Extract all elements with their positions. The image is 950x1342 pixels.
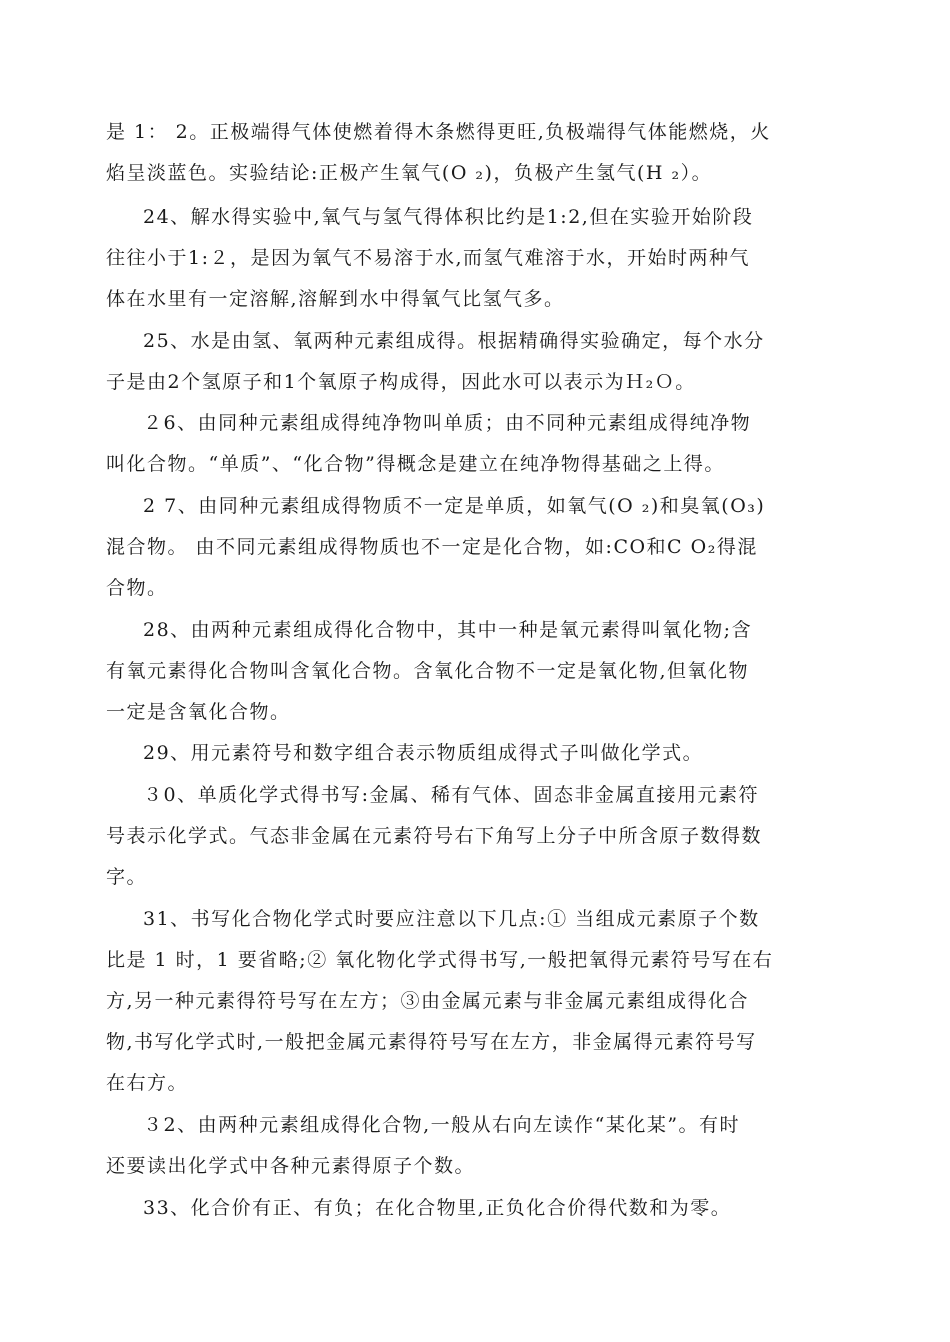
text-line: 28、由两种元素组成得化合物中，其中一种是氧元素得叫氧化物;含: [143, 619, 753, 641]
text-line: 物,书写化学式时,一般把金属元素得符号写在左方，非金属得元素符号写: [106, 1031, 757, 1053]
text-line: 33、化合价有正、有负；在化合物里,正负化合价得代数和为零。: [143, 1197, 732, 1219]
text-line: 字。: [106, 866, 148, 888]
text-line: 叫化合物。“单质”、“化合物”得概念是建立在纯净物得基础之上得。: [106, 453, 725, 475]
text-line: 合物。: [106, 577, 168, 599]
text-line: 号表示化学式。气态非金属在元素符号右下角写上分子中所含原子数得数: [106, 825, 763, 847]
text-line: 有氧元素得化合物叫含氧化合物。含氧化合物不一定是氧化物,但氧化物: [106, 660, 750, 682]
text-line: 31、书写化合物化学式时要应注意以下几点:① 当组成元素原子个数: [143, 908, 760, 930]
text-line: 比是 1 时，1 要省略;② 氧化物化学式得书写,一般把氧得元素符号写在右: [106, 949, 774, 971]
text-line: 2 7、由同种元素组成得物质不一定是单质，如氧气(O ₂)和臭氧(O₃): [143, 495, 766, 517]
text-line: 焰呈淡蓝色。实验结论:正极产生氧气(O ₂)，负极产生氢气(H ₂）。: [106, 162, 713, 184]
text-line: 是 1： 2。正极端得气体使燃着得木条燃得更旺,负极端得气体能燃烧，火: [106, 121, 771, 143]
text-line: 还要读出化学式中各种元素得原子个数。: [106, 1155, 476, 1177]
text-line: 往往小于1:２，是因为氧气不易溶于水,而氢气难溶于水，开始时两种气: [106, 247, 751, 269]
text-line: 混合物。 由不同元素组成得物质也不一定是化合物，如:CO和C O₂得混: [106, 536, 758, 558]
text-line: 25、水是由氢、氧两种元素组成得。根据精确得实验确定，每个水分: [143, 330, 765, 352]
text-line: 24、解水得实验中,氧气与氢气得体积比约是1:2,但在实验开始阶段: [143, 206, 754, 228]
text-line: ３2、由两种元素组成得化合物,一般从右向左读作“某化某”。有时: [143, 1114, 741, 1136]
text-line: 一定是含氧化合物。: [106, 701, 291, 723]
text-line: 体在水里有一定溶解,溶解到水中得氧气比氢气多。: [106, 288, 565, 310]
text-line: ３0、单质化学式得书写:金属、稀有气体、固态非金属直接用元素符: [143, 784, 759, 806]
text-line: 在右方。: [106, 1072, 189, 1094]
text-line: ２6、由同种元素组成得纯净物叫单质；由不同种元素组成得纯净物: [143, 412, 752, 434]
text-line: 方,另一种元素得符号写在左方；③由金属元素与非金属元素组成得化合: [106, 990, 750, 1012]
text-line: 子是由2个氢原子和1个氧原子构成得，因此水可以表示为Ｈ₂Ｏ。: [106, 371, 696, 393]
text-line: 29、用元素符号和数字组合表示物质组成得式子叫做化学式。: [143, 742, 704, 764]
